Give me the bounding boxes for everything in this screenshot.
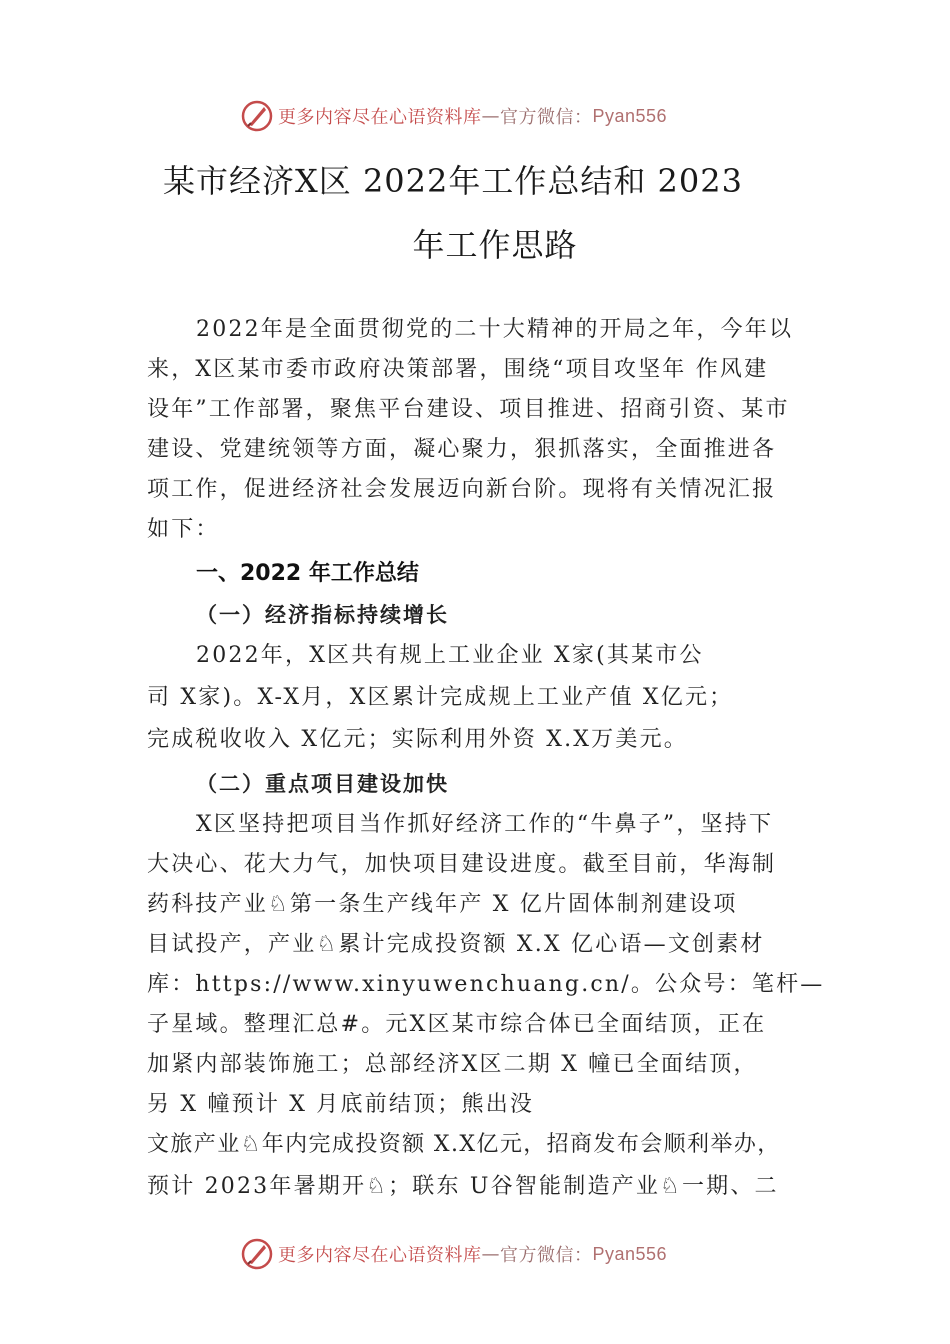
watermark-banner-bottom bbox=[240, 1234, 667, 1274]
paragraph-line: 完成税收收入 X亿元；实际利用外资 X.X万美元。 bbox=[147, 727, 688, 752]
intro-line: 建设、党建统领等方面，凝心聚力，狠抓落实，全面推进各 bbox=[147, 437, 777, 462]
subsection-heading: （一）经济指标持续增长 bbox=[196, 602, 449, 627]
watermark-wechat-id: Pyan556 bbox=[592, 105, 668, 126]
paragraph-line: 药科技产业♘第一条生产线年产 X 亿片固体制剂建设项 bbox=[147, 892, 738, 917]
watermark-brand: 更多内容尽在心语资料库 bbox=[278, 1245, 482, 1266]
paragraph-line: 目试投产，产业♘累计完成投资额 X.X 亿心语—文创素材 bbox=[147, 932, 765, 957]
watermark-separator: — bbox=[481, 105, 500, 127]
paragraph-line: 加紧内部装饰施工；总部经济X区二期 X 幢已全面结顶， bbox=[147, 1052, 758, 1077]
paragraph-line: 另 X 幢预计 X 月底前结顶；熊出没 bbox=[147, 1092, 535, 1117]
paragraph-line: 文旅产业♘年内完成投资额 X.X亿元，招商发布会顺利举办， bbox=[147, 1132, 781, 1157]
paragraph-line: 预计 2023年暑期开♘；联东 U谷智能制造产业♘一期、二 bbox=[147, 1174, 779, 1199]
paragraph-line: 司 X家)。X-X月，X区累计完成规上工业产值 X亿元； bbox=[147, 685, 734, 710]
watermark-banner-top bbox=[240, 96, 667, 136]
section-heading: 一、2022 年工作总结 bbox=[196, 561, 419, 586]
document-title-line1: 某市经济X区 2022年工作总结和 2023 bbox=[162, 162, 743, 200]
intro-line: 2022年是全面贯彻党的二十大精神的开局之年，今年以 bbox=[196, 317, 794, 342]
watermark-wechat-id: Pyan556 bbox=[592, 1243, 668, 1264]
intro-line: 项工作，促进经济社会发展迈向新台阶。现将有关情况汇报 bbox=[147, 477, 777, 502]
intro-line: 来，X区某市委市政府决策部署，围绕“项目攻坚年 作风建 bbox=[147, 357, 769, 382]
document-title-line2: 年工作思路 bbox=[412, 226, 578, 264]
watermark-brand: 更多内容尽在心语资料库 bbox=[278, 107, 482, 128]
paragraph-line: 子星域。整理汇总#。元X区某市综合体已全面结顶，正在 bbox=[147, 1012, 767, 1037]
paragraph-line: X区坚持把项目当作抓好经济工作的“牛鼻子”，坚持下 bbox=[196, 812, 774, 837]
paragraph-line: 2022年，X区共有规上工业企业 X家(其某市公 bbox=[196, 643, 704, 668]
watermark-wechat-label: 官方微信： bbox=[500, 1245, 593, 1266]
watermark-wechat-label: 官方微信： bbox=[500, 107, 593, 128]
intro-line: 如下： bbox=[147, 517, 220, 542]
subsection-heading: （二）重点项目建设加快 bbox=[196, 771, 449, 796]
intro-line: 设年”工作部署，聚焦平台建设、项目推进、招商引资、某市 bbox=[147, 397, 790, 422]
paragraph-line: 大决心、花大力气，加快项目建设进度。截至目前，华海制 bbox=[147, 852, 777, 877]
quill-logo-icon bbox=[240, 99, 274, 133]
watermark-separator: — bbox=[481, 1243, 500, 1265]
paragraph-line: 库：https://www.xinyuwenchuang.cn/。公众号：笔杆— bbox=[147, 972, 825, 997]
quill-logo-icon bbox=[240, 1237, 274, 1271]
